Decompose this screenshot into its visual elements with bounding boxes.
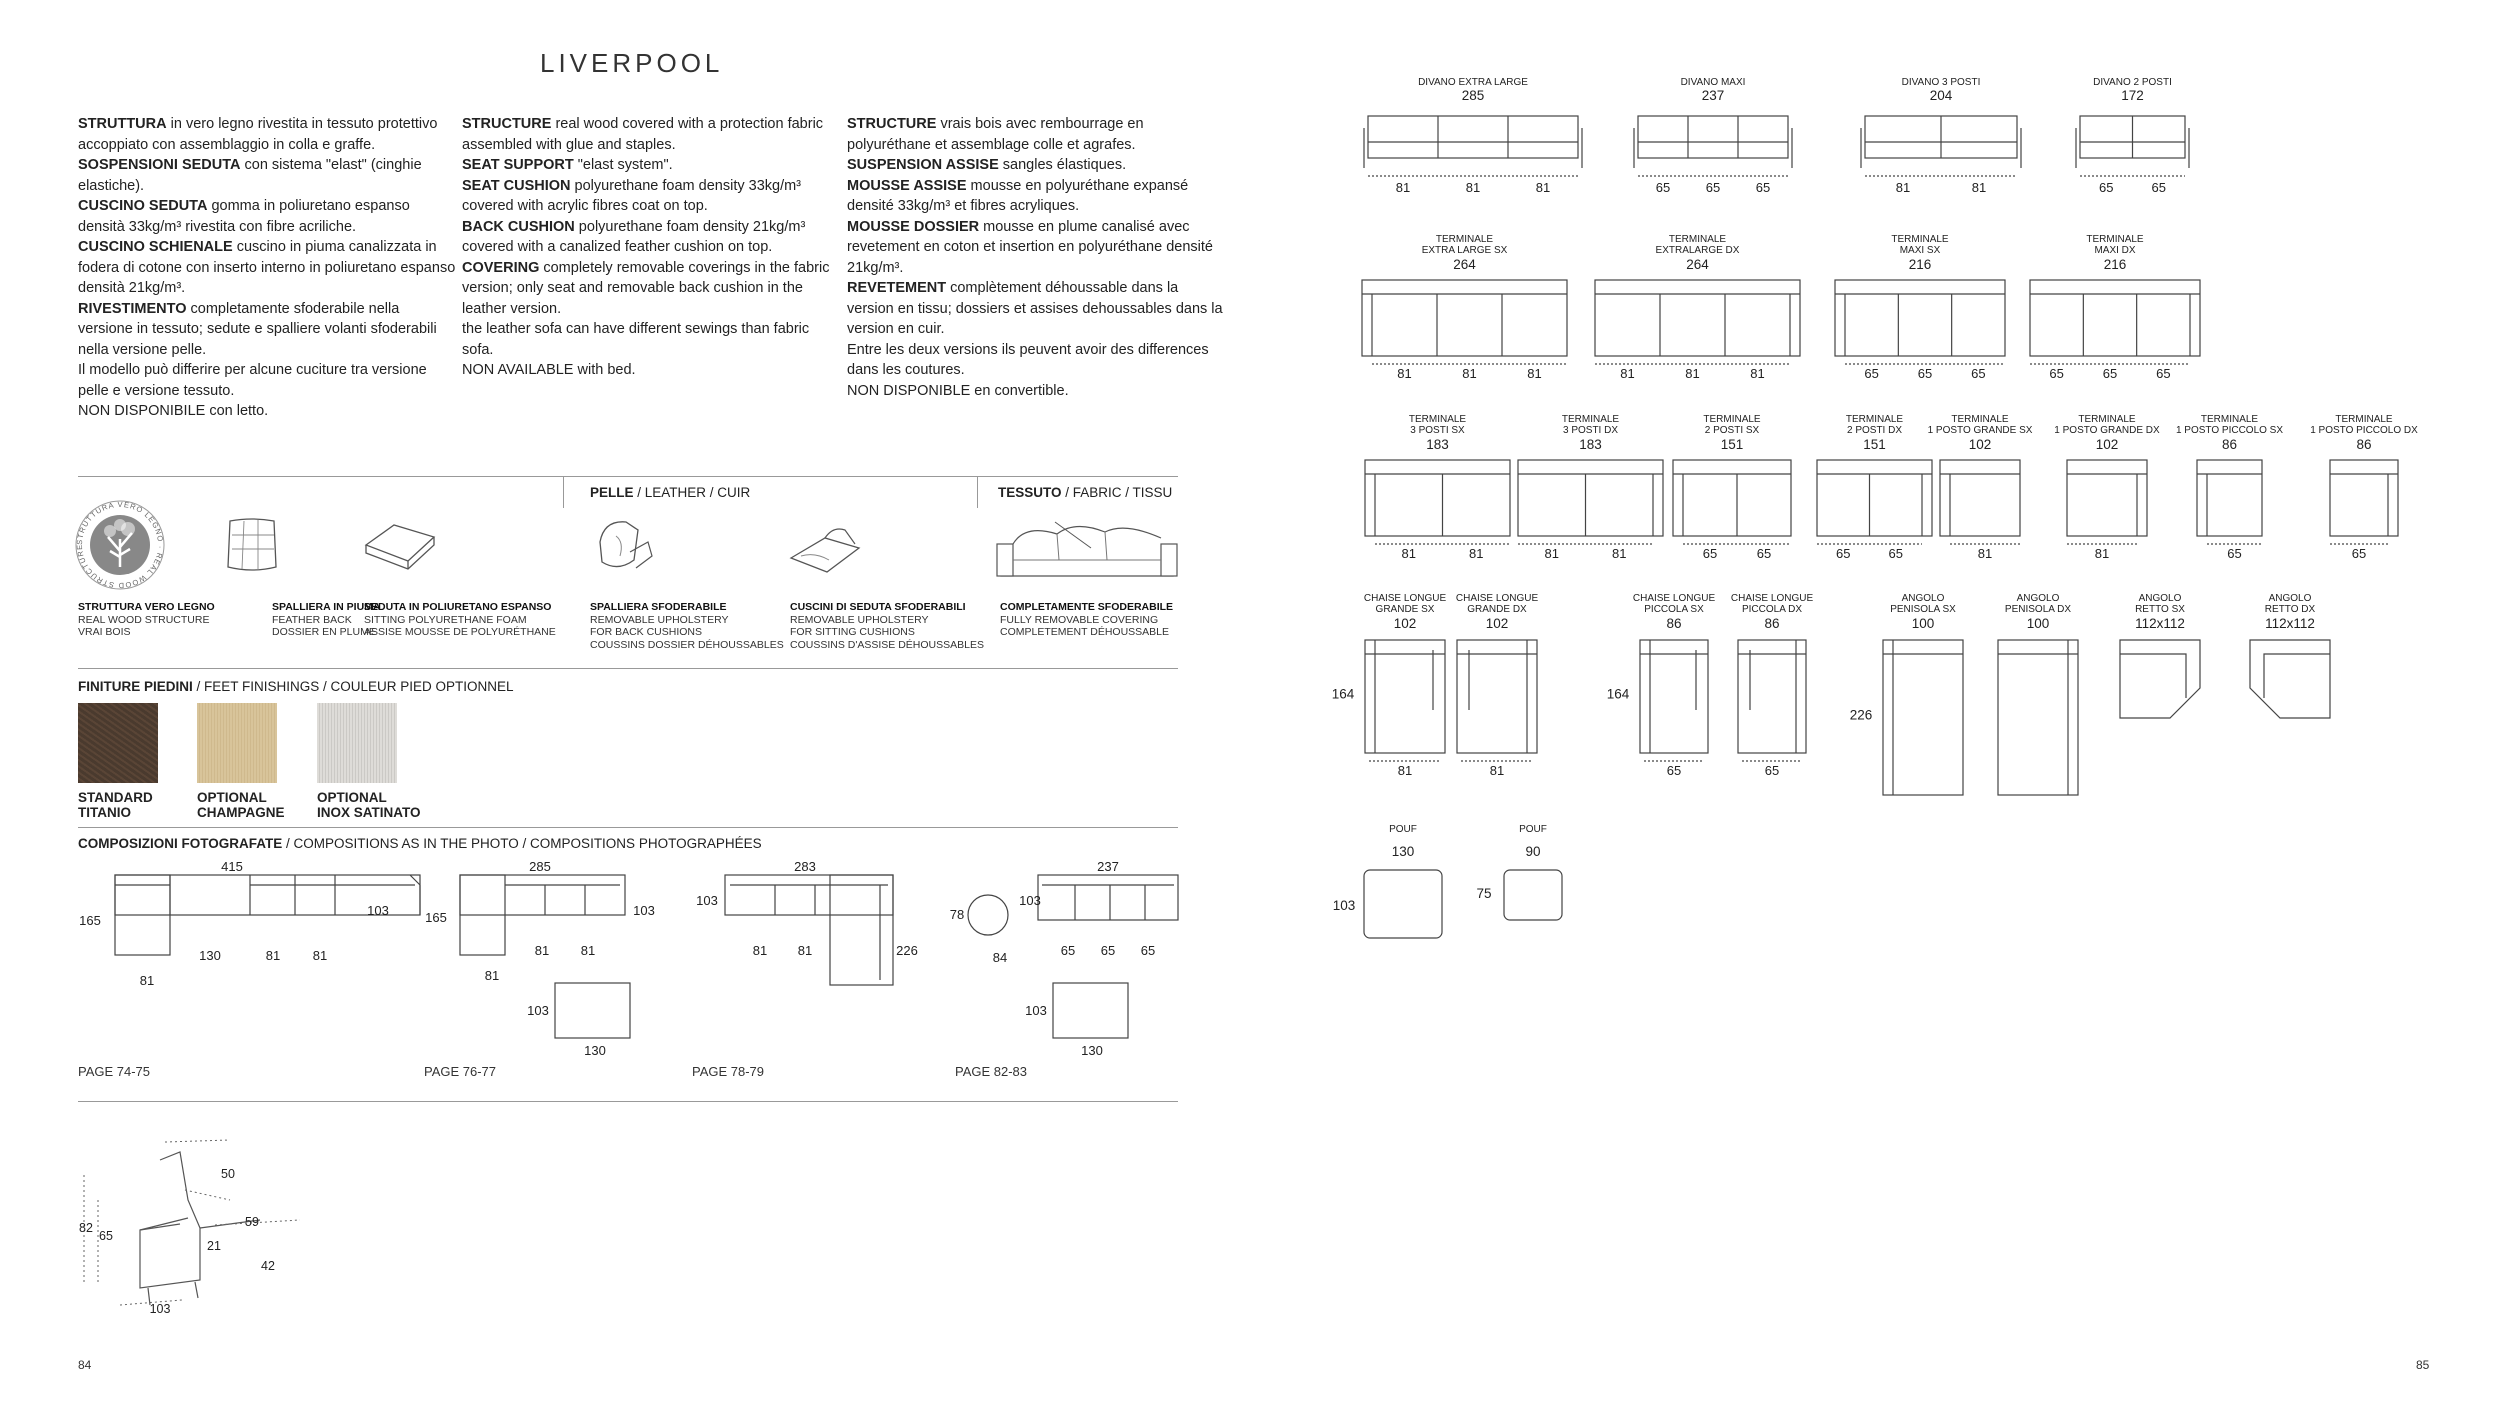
module-name: DIVANO 2 POSTI — [2093, 77, 2172, 88]
module-name: TERMINALE — [1891, 234, 1949, 245]
module-width: 112x112 — [2265, 616, 2315, 631]
side-view-diagram — [60, 1130, 360, 1320]
module-name: 2 POSTI DX — [1846, 425, 1903, 436]
page-reference: PAGE 82-83 — [955, 1064, 1028, 1079]
description-paragraph: SOSPENSIONI SEDUTA con sistema "elast" (cinghie elastiche). — [78, 157, 422, 194]
dim-label: 103 — [1019, 893, 1041, 908]
dim-label: 42 — [261, 1259, 275, 1273]
module-name: 1 POSTO GRANDE SX — [1927, 425, 2033, 436]
module-width: 237 — [1701, 88, 1725, 103]
module-width: 264 — [1453, 257, 1476, 272]
description-paragraph: RIVESTIMENTO completamente sfoderabile nella versione in tessuto; sedute e spalliere volanti sfoderabili nella versione pelle. — [78, 300, 437, 358]
module-depth: 103 — [1332, 898, 1356, 913]
module-width: 151 — [1863, 437, 1886, 452]
compositions-drawings — [70, 855, 1190, 1080]
module-name: RETTO DX — [2264, 604, 2316, 615]
module-name: TERMINALE — [2335, 414, 2393, 425]
dim-label: 21 — [207, 1239, 221, 1253]
module-width: 183 — [1579, 437, 1602, 452]
page-title: LIVERPOOL — [540, 48, 724, 78]
corner-module — [2250, 640, 2330, 718]
dim-label: 103 — [367, 903, 389, 918]
seat-width-label: 81 — [1535, 180, 1551, 195]
seat-width-label: 65 — [1971, 366, 1986, 381]
module-name: CHAISE LONGUE — [1455, 593, 1539, 604]
seat-width-label: 65 — [1666, 763, 1682, 778]
module-width: 86 — [1764, 616, 1780, 631]
dim-label: 81 — [265, 948, 281, 963]
module-name: PENISOLA DX — [2004, 604, 2072, 615]
module-name: 1 POSTO PICCOLO DX — [2310, 425, 2418, 436]
module-width: 151 — [1720, 437, 1744, 452]
seat-width-label: 65 — [2227, 546, 2242, 561]
swatch-inox-satinato — [317, 703, 397, 783]
module-width: 86 — [2356, 437, 2372, 452]
dim-label: 130 — [199, 948, 221, 963]
module-name: 1 POSTO GRANDE DX — [2054, 425, 2160, 436]
seat-width-label: 65 — [1836, 546, 1851, 561]
module-width: 172 — [2121, 88, 2144, 103]
removable-seat-cushion-icon — [785, 518, 865, 583]
module-depth: 75 — [1476, 886, 1492, 901]
swatch-label: STANDARD TITANIO — [78, 790, 153, 820]
page-reference: PAGE 76-77 — [424, 1064, 497, 1079]
dim-label: 65 — [99, 1229, 113, 1243]
module-width: 264 — [1686, 257, 1709, 272]
back-line — [2264, 654, 2330, 698]
dim-label: 103 — [1025, 1003, 1047, 1018]
description-paragraph: NON AVAILABLE with bed. — [462, 362, 636, 378]
dim-label: 103 — [633, 903, 655, 918]
module-width: 86 — [1666, 616, 1682, 631]
module-name: 3 POSTI DX — [1562, 425, 1619, 436]
module-name: RETTO SX — [2135, 604, 2185, 615]
removable-back-cushion-icon — [590, 512, 660, 582]
dim-label: 103 — [527, 1003, 549, 1018]
module-name: GRANDE SX — [1375, 604, 1435, 615]
chaise-module — [1883, 640, 1963, 795]
dim-label: 130 — [584, 1043, 606, 1058]
dim-label: 81 — [580, 943, 596, 958]
dim-label: 415 — [221, 859, 243, 874]
module-plan-view — [1835, 280, 2005, 356]
module-width: 102 — [1485, 616, 1509, 631]
module-name: 1 POSTO PICCOLO SX — [2175, 425, 2284, 436]
module-plan-view — [1365, 460, 1510, 536]
dim-label: 65 — [1100, 943, 1116, 958]
feature-label: COMPLETAMENTE SFODERABILE FULLY REMOVABLE COVERING COMPLETEMENT DÉHOUSSABLE — [1000, 601, 1174, 638]
module-front-view — [1638, 116, 1788, 158]
dim-label: 81 — [484, 968, 500, 983]
module-name: TERMINALE — [1668, 234, 1727, 245]
dim-label: 226 — [896, 943, 918, 958]
module-name: TERMINALE — [2200, 414, 2259, 425]
module-width: 102 — [1968, 437, 1992, 452]
seat-width-label: 81 — [1620, 366, 1635, 381]
module-width: 285 — [1461, 88, 1485, 103]
dim-label: 65 — [1140, 943, 1156, 958]
pouf-module — [1364, 870, 1442, 938]
module-plan-view — [1673, 460, 1791, 536]
seat-width-label: 81 — [1544, 546, 1559, 561]
seat-width-label: 65 — [1888, 546, 1903, 561]
seat-width-label: 65 — [2351, 546, 2367, 561]
seat-width-label: 81 — [1971, 180, 1987, 195]
module-name: ANGOLO — [1901, 593, 1945, 604]
description-paragraph: NON DISPONIBILE con letto. — [78, 403, 269, 419]
page-reference: PAGE 74-75 — [78, 1064, 151, 1079]
seat-width-label: 81 — [1397, 366, 1412, 381]
swatch-label: OPTIONAL CHAMPAGNE — [197, 790, 285, 820]
module-name: PICCOLA DX — [1741, 604, 1803, 615]
divider — [78, 827, 1178, 828]
seat-width-label: 65 — [1864, 366, 1879, 381]
feature-label: SEDUTA IN POLIURETANO ESPANSO SITTING POLYURETHANE FOAM ASSISE MOUSSE DE POLYURÉTHANE — [364, 601, 556, 638]
page-number-right: 85 — [2416, 1358, 2430, 1372]
dim-label: 65 — [1060, 943, 1076, 958]
description-english — [462, 114, 842, 381]
dim-label: 165 — [79, 913, 101, 928]
description-paragraph: SEAT SUPPORT "elast system". — [462, 157, 673, 173]
module-width: 100 — [2026, 616, 2050, 631]
module-width: 102 — [2095, 437, 2119, 452]
divider — [78, 1101, 1178, 1102]
module-name: PENISOLA SX — [1890, 604, 1956, 615]
seat-width-label: 81 — [1469, 546, 1484, 561]
description-paragraph: MOUSSE ASSISE mousse en polyuréthane expansé densité 33kg/m³ et fibres acryliques. — [847, 177, 1189, 214]
description-paragraph: REVETEMENT complètement déhoussable dans la version en tissu; dossiers et assises dehoussables dans la version en cuir. — [847, 280, 1223, 337]
seat-width-label: 65 — [1917, 366, 1933, 381]
feature-label: STRUTTURA VERO LEGNO REAL WOOD STRUCTURE VRAI BOIS — [78, 601, 215, 638]
dim-label: 82 — [79, 1221, 93, 1235]
module-name: DIVANO 3 POSTI — [1901, 77, 1981, 88]
description-paragraph: Entre les deux versions ils peuvent avoir des differences dans les coutures. — [847, 341, 1209, 378]
module-name: MAXI DX — [2094, 245, 2136, 256]
dim-label: 81 — [534, 943, 550, 958]
dim-label: 237 — [1097, 859, 1119, 874]
module-width: 183 — [1426, 437, 1449, 452]
module-name: DIVANO MAXI — [1680, 77, 1746, 88]
page-reference: PAGE 78-79 — [692, 1064, 765, 1079]
seat-width-label: 81 — [1685, 366, 1700, 381]
description-paragraph: STRUCTURE vrais bois avec rembourrage en polyuréthane et assemblage colle et agrafes. — [847, 116, 1144, 153]
module-width: 90 — [1525, 844, 1541, 859]
module-name: MAXI SX — [1899, 245, 1941, 256]
module-name: EXTRA LARGE SX — [1421, 245, 1508, 256]
seat-width-label: 65 — [1702, 546, 1718, 561]
pouf-module — [1504, 870, 1562, 920]
seat-width-label: 81 — [1489, 763, 1505, 778]
module-name: TERMINALE — [1845, 414, 1904, 425]
description-paragraph: MOUSSE DOSSIER mousse en plume canalisé avec revetement en coton et insertion en polyuréthane densité 21kg/m³. — [847, 218, 1213, 276]
module-name: 2 POSTI SX — [1704, 425, 1760, 436]
module-name: ANGOLO — [2138, 593, 2182, 604]
description-paragraph: NON DISPONIBLE en convertible. — [847, 382, 1069, 399]
dim-label: 81 — [752, 943, 768, 958]
corner-module — [2120, 640, 2200, 718]
module-name: CHAISE LONGUE — [1632, 593, 1716, 604]
module-width: 112x112 — [2135, 616, 2185, 631]
dim-label: 84 — [992, 950, 1008, 965]
dim-label: 81 — [797, 943, 813, 958]
module-name: TERMINALE — [1435, 234, 1494, 245]
seat-width-label: 81 — [1397, 763, 1413, 778]
sofa-arm — [1634, 128, 1792, 168]
seat-width-label: 65 — [1755, 180, 1771, 195]
dim-label: 81 — [139, 973, 155, 988]
module-name: CHAISE LONGUE — [1730, 593, 1814, 604]
seat-width-label: 81 — [1527, 366, 1542, 381]
description-paragraph: COVERING completely removable coverings in the fabric version; only seat and removable back cushion in the leather version. — [462, 259, 830, 317]
seat-width-label: 81 — [1750, 366, 1765, 381]
dim-label: 81 — [312, 948, 328, 963]
module-name: POUF — [1519, 824, 1547, 835]
dim-label: 103 — [149, 1302, 171, 1316]
seat-width-label: 81 — [1395, 180, 1411, 195]
swatch-label: OPTIONAL INOX SATINATO — [317, 790, 421, 820]
module-width: 204 — [1929, 88, 1953, 103]
compositions-heading: COMPOSIZIONI FOTOGRAFATE / COMPOSITIONS AS IN THE PHOTO / COMPOSITIONS PHOTOGRAPHÉES — [78, 836, 762, 851]
seat-width-label: 65 — [1756, 546, 1772, 561]
seat-width-label: 65 — [1764, 763, 1780, 778]
feature-label: SPALLIERA IN PIUMA FEATHER BACK DOSSIER EN PLUME — [272, 601, 381, 638]
module-width: 216 — [1908, 257, 1932, 272]
chaise-module — [1998, 640, 2078, 795]
description-paragraph: STRUTTURA in vero legno rivestita in tessuto protettivo accoppiato con assemblaggio in colla e graffe. — [78, 116, 438, 153]
module-name: DIVANO EXTRA LARGE — [1418, 77, 1528, 88]
fully-removable-sofa-icon — [995, 518, 1180, 588]
back-line — [2120, 654, 2186, 698]
description-paragraph: CUSCINO SCHIENALE cuscino in piuma canalizzata in fodera di cotone con inserto interno in poliuretano espanso densità 21kg/m³. — [78, 239, 456, 296]
module-name: TERMINALE — [1703, 414, 1761, 425]
dim-label: 103 — [696, 893, 718, 908]
divider — [563, 476, 564, 508]
module-name: ANGOLO — [2268, 593, 2312, 604]
divider — [977, 476, 978, 508]
page-number-left: 84 — [78, 1358, 92, 1372]
module-depth: 164 — [1331, 686, 1355, 702]
dim-label: 78 — [949, 907, 965, 922]
divider — [78, 476, 1178, 477]
dim-label: 130 — [1081, 1043, 1103, 1058]
seat-width-label: 65 — [2151, 180, 2166, 195]
feather-back-cushion-icon — [222, 515, 282, 580]
swatch-champagne — [197, 703, 277, 783]
module-width: 86 — [2221, 437, 2238, 452]
module-width: 100 — [1911, 616, 1935, 631]
module-name: 3 POSTI SX — [1410, 425, 1465, 436]
module-name: TERMINALE — [1561, 414, 1620, 425]
tree-seal-icon — [70, 495, 170, 595]
module-name: GRANDE DX — [1467, 604, 1527, 615]
seat-width-label: 65 — [1705, 180, 1721, 195]
seat-width-label: 81 — [1977, 546, 1993, 561]
module-plan-view — [1817, 460, 1932, 536]
seat-width-label: 65 — [1655, 180, 1671, 195]
dim-label: 59 — [245, 1215, 259, 1229]
module-plan-view — [2030, 280, 2200, 356]
description-paragraph: SUSPENSION ASSISE sangles élastiques. — [847, 157, 1127, 173]
module-width: 102 — [1393, 616, 1417, 631]
seat-foam-icon — [360, 515, 440, 575]
module-name: TERMINALE — [2078, 414, 2136, 425]
dim-label: 285 — [529, 859, 551, 874]
seat-width-label: 81 — [1612, 546, 1627, 561]
description-french — [847, 114, 1227, 401]
section-leather-heading: PELLE / LEATHER / CUIR — [590, 485, 751, 500]
seat-width-label: 65 — [2099, 180, 2114, 195]
section-fabric-heading: TESSUTO / FABRIC / TISSU — [998, 485, 1173, 500]
feature-label: SPALLIERA SFODERABILE REMOVABLE UPHOLSTERY FOR BACK CUSHIONS COUSSINS DOSSIER DÉHOUSSABLES — [590, 601, 784, 651]
module-name: TERMINALE — [1408, 414, 1467, 425]
dim-label: 50 — [221, 1167, 235, 1181]
description-paragraph: the leather sofa can have different sewings than fabric sofa. — [462, 321, 810, 358]
seat-width-label: 81 — [1465, 180, 1481, 195]
description-paragraph: STRUCTURE real wood covered with a protection fabric assembled with glue and staples. — [462, 116, 824, 153]
seat-width-label: 81 — [1895, 180, 1911, 195]
seat-width-label: 81 — [1462, 366, 1477, 381]
module-width: 216 — [2103, 257, 2127, 272]
divider — [78, 668, 1178, 669]
module-name: ANGOLO — [2016, 593, 2060, 604]
module-plan-view — [1362, 280, 1567, 356]
modules-diagram — [1330, 60, 2490, 960]
module-front-view — [1368, 116, 1578, 158]
description-paragraph: BACK CUSHION polyurethane foam density 21kg/m³ covered with a canalized feather cushion on top. — [462, 218, 806, 255]
dim-label: 165 — [425, 910, 447, 925]
module-name: CHAISE LONGUE — [1363, 593, 1447, 604]
module-name: TERMINALE — [2086, 234, 2144, 245]
module-name: EXTRALARGE DX — [1655, 245, 1740, 256]
seat-width-label: 65 — [2049, 366, 2064, 381]
seat-width-label: 81 — [1401, 546, 1416, 561]
module-plan-view — [1595, 280, 1800, 356]
module-name: TERMINALE — [1951, 414, 2009, 425]
svg-text:STRUTTURA VERO LEGNO · REAL WO: STRUTTURA VERO LEGNO · REAL WOOD STRUCTURE — [74, 499, 166, 591]
module-plan-view — [2067, 460, 2147, 536]
seat-width-label: 65 — [2102, 366, 2118, 381]
feet-finishings-heading: FINITURE PIEDINI / FEET FINISHINGS / COULEUR PIED OPTIONNEL — [78, 679, 514, 694]
module-plan-view — [1518, 460, 1663, 536]
seat-width-label: 81 — [2094, 546, 2110, 561]
module-depth: 164 — [1606, 686, 1630, 702]
description-paragraph: SEAT CUSHION polyurethane foam density 33kg/m³ covered with acrylic fibres coat on top. — [462, 177, 802, 214]
description-italian — [78, 114, 458, 422]
module-name: PICCOLA SX — [1644, 604, 1704, 615]
description-paragraph: CUSCINO SEDUTA gomma in poliuretano espanso densità 33kg/m³ rivestita con fibre acriliche. — [78, 198, 410, 235]
description-paragraph: Il modello può differire per alcune cuciture tra versione pelle e versione tessuto. — [78, 362, 427, 399]
module-width: 130 — [1391, 844, 1415, 859]
sofa-arm — [1364, 128, 1582, 168]
feature-label: CUSCINI DI SEDUTA SFODERABILI REMOVABLE UPHOLSTERY FOR SITTING CUSHIONS COUSSINS D'ASSISE DÉHOUSSABLES — [790, 601, 984, 651]
dim-label: 283 — [794, 859, 816, 874]
module-plan-view — [1940, 460, 2020, 536]
seat-width-label: 65 — [2156, 366, 2171, 381]
module-name: POUF — [1389, 824, 1417, 835]
swatch-titanio — [78, 703, 158, 783]
module-depth: 226 — [1849, 707, 1873, 723]
